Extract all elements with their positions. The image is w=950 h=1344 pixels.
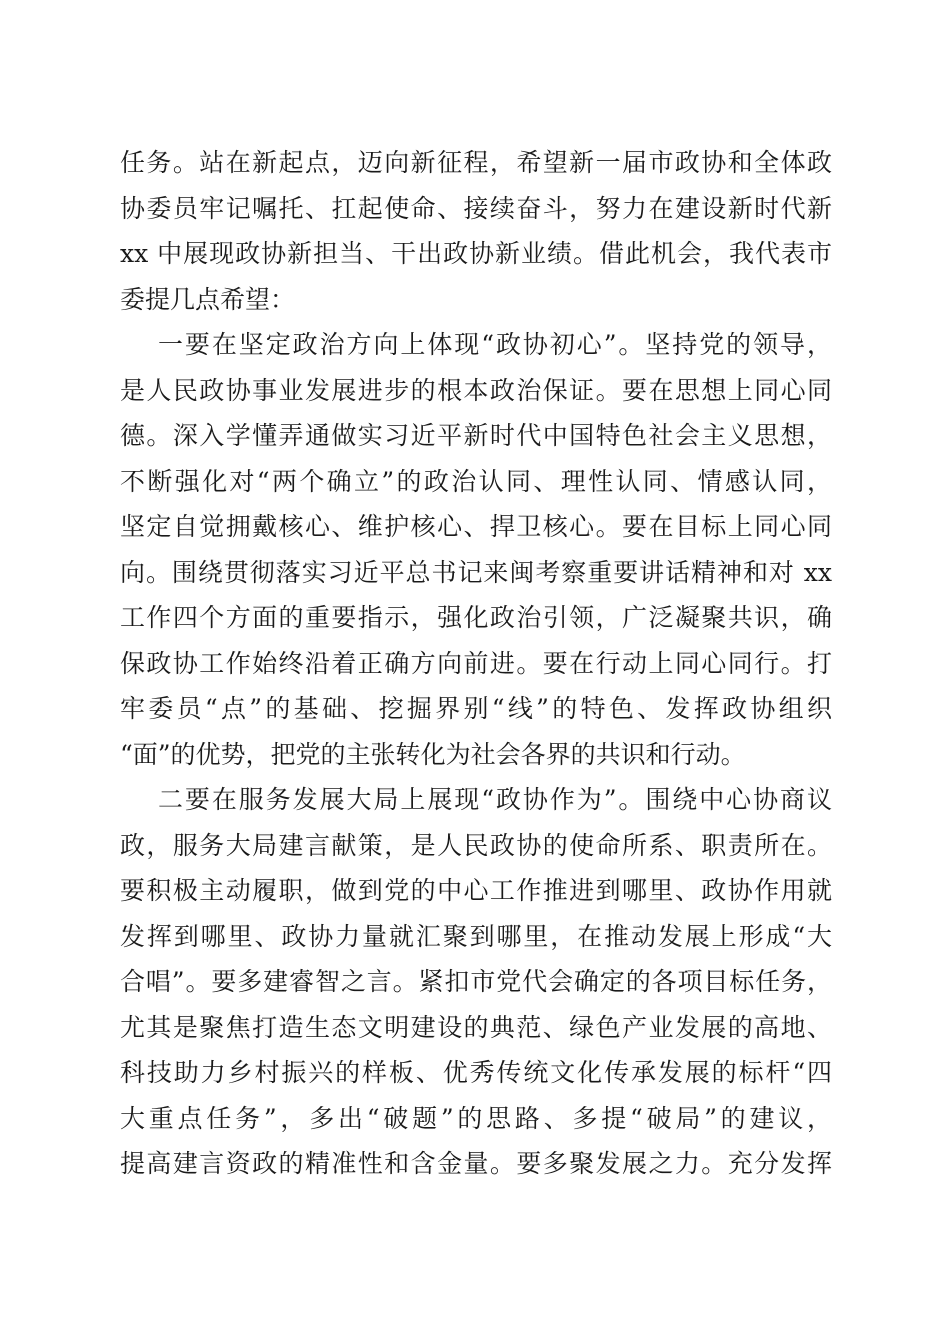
- text-line: xx 中展现政协新担当、干出政协新业绩。借此机会，我代表市: [120, 239, 832, 268]
- text-line: 大重点任务”，多出“破题”的思路、多提“破局”的建议，: [120, 1103, 832, 1133]
- text-line: 科技助力乡村振兴的样板、优秀传统文化传承发展的标杆“四: [120, 1058, 832, 1087]
- text-line: 合唱”。要多建睿智之言。紧扣市党代会确定的各项目标任务，: [120, 967, 832, 996]
- text-line: 发挥到哪里、政协力量就汇聚到哪里，在推动发展上形成“大: [120, 921, 832, 951]
- text-line: 要积极主动履职，做到党的中心工作推进到哪里、政协作用就: [120, 876, 832, 905]
- text-line: 工作四个方面的重要指示，强化政治引领，广泛凝聚共识，确: [120, 603, 832, 632]
- text-line: 向。围绕贯彻落实习近平总书记来闽考察重要讲话精神和对 xx: [120, 557, 832, 587]
- text-line: 政，服务大局建言献策，是人民政协的使命所系、职责所在。: [120, 830, 832, 860]
- text-line: 提高建言资政的精准性和含金量。要多聚发展之力。充分发挥: [120, 1149, 832, 1178]
- text-line: 是人民政协事业发展进步的根本政治保证。要在思想上同心同: [120, 375, 832, 405]
- paragraph-1-first-line: 一要在坚定政治方向上体现“政协初心”。坚持党的领导，: [158, 330, 832, 359]
- text-line: 德。深入学懂弄通做实习近平新时代中国特色社会主义思想，: [120, 421, 832, 450]
- text-line: 协委员牢记嘱托、扛起使命、接续奋斗，努力在建设新时代新: [120, 193, 832, 223]
- text-line: 尤其是聚焦打造生态文明建设的典范、绿色产业发展的高地、: [120, 1012, 832, 1042]
- text-line: “面”的优势，把党的主张转化为社会各界的共识和行动。: [120, 739, 746, 769]
- text-line: 不断强化对“两个确立”的政治认同、理性认同、情感认同，: [120, 466, 832, 496]
- body-text: [120, 140, 832, 1187]
- paragraph-2-first-line: 二要在服务发展大局上展现“政协作为”。围绕中心协商议: [158, 785, 832, 814]
- text-line: 保政协工作始终沿着正确方向前进。要在行动上同心同行。打: [120, 648, 832, 678]
- text-line: 任务。站在新起点，迈向新征程，希望新一届市政协和全体政: [120, 148, 832, 177]
- text-line: 坚定自觉拥戴核心、维护核心、捍卫核心。要在目标上同心同: [120, 512, 832, 541]
- text-line: 委提几点希望：: [120, 284, 296, 314]
- text-line: 牢委员“点”的基础、挖掘界别“线”的特色、发挥政协组织: [120, 694, 832, 723]
